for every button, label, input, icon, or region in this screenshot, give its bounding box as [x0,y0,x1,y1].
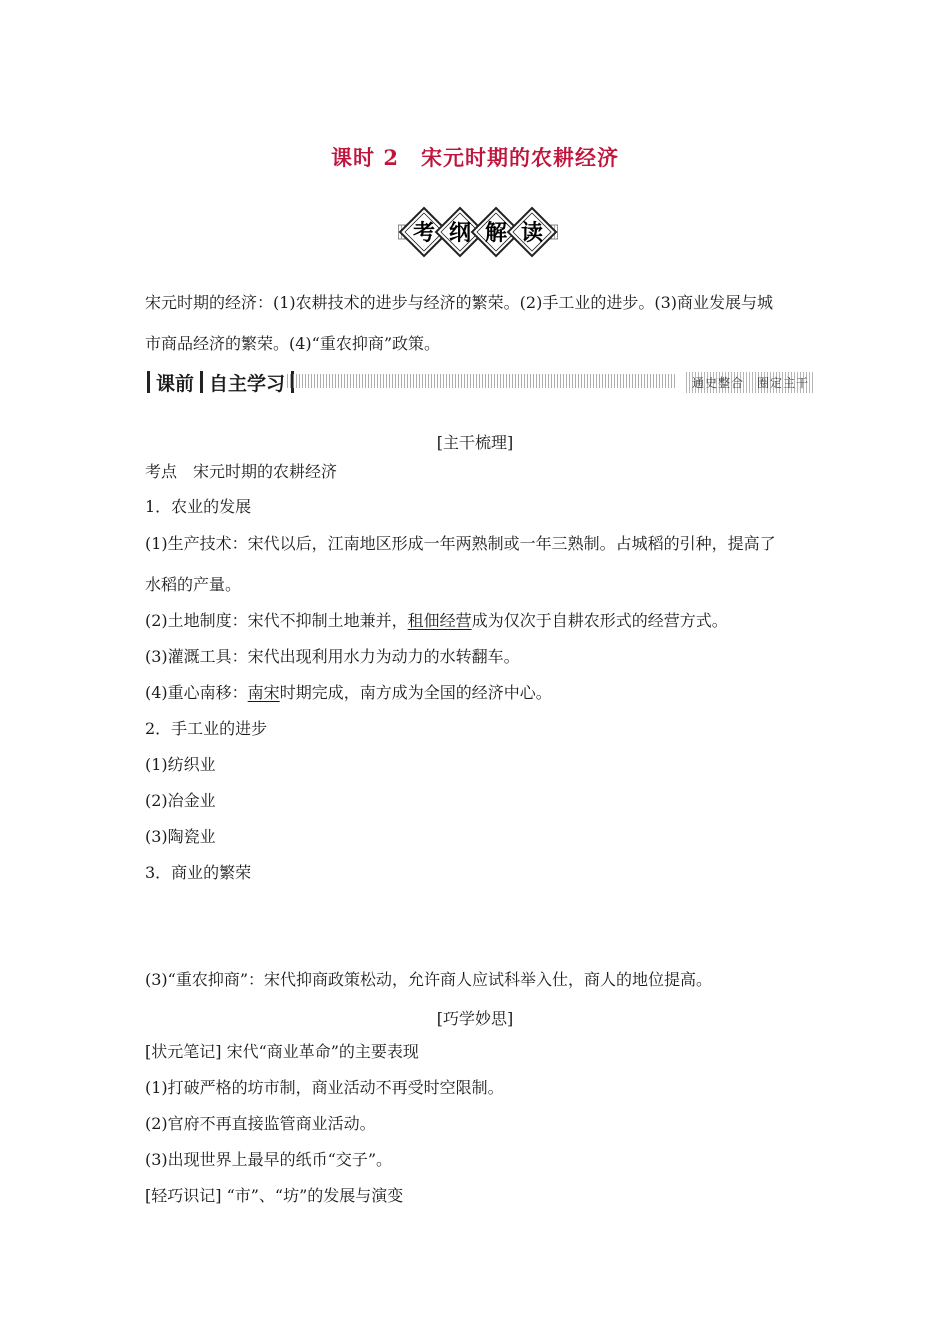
heading-commerce: 3．商业的繁荣 [145,863,252,882]
kaodian-heading: 考点 宋元时期的农耕经济 [145,462,338,481]
economic-center-post: 时期完成，南方成为全国的经济中心。 [279,683,552,702]
banner-char-4: 读 [520,220,544,246]
note-item: (2)官府不再直接监管商业活动。 [145,1114,376,1133]
section-label-part1: 课前 [156,372,195,395]
section-hatch [287,374,677,388]
banner-diamonds [398,206,558,258]
qiaoxue-heading: [巧学妙思] [436,1009,514,1028]
banner-char-2: 纲 [448,220,472,246]
zhugan-heading: [主干梳理] [436,433,514,452]
section-divider [200,371,203,393]
agri-tech-line-2: 水稻的产量。 [145,575,242,594]
handicraft-item: (1)纺织业 [145,755,216,774]
intro-line-2: 市商品经济的繁荣。(4)“重农抑商”政策。 [145,334,441,353]
heading-handicraft: 2．手工业的进步 [145,719,268,738]
land-system-post: 成为仅次于自耕农形式的经营方式。 [471,611,728,630]
banner-diamond-4 [508,208,556,256]
irrigation-paragraph: (3)灌溉工具：宋代出现利用水力为动力的水转翻车。 [145,647,520,666]
land-system-underlined: 租佃经营 [407,611,472,630]
land-system-paragraph [145,611,728,631]
heading-agriculture: 1．农业的发展 [145,497,252,516]
section-divider [147,371,150,393]
handicraft-item: (2)冶金业 [145,791,216,810]
banner-char-1: 考 [412,220,436,246]
economic-center-pre: (4)重心南移： [145,683,248,702]
section-label-part2: 自主学习 [209,372,286,395]
economic-center-underlined: 南宋 [247,683,280,702]
kaogang-banner [398,206,558,258]
note-item: (3)出现世界上最早的纸币“交子”。 [145,1150,393,1169]
page-title: 课时 2 宋元时期的农耕经济 [331,145,619,170]
banner-char-3: 解 [484,220,508,246]
section-subtitle: 通史整合 圈定主干 [686,372,815,393]
economic-center-paragraph [145,683,552,703]
land-system-pre: (2)土地制度：宋代不抑制土地兼并， [145,611,408,630]
section-label [145,370,296,394]
commerce-policy-paragraph: (3)“重农抑商”：宋代抑商政策松动，允许商人应试科举入仕，商人的地位提高。 [145,970,713,989]
handicraft-item: (3)陶瓷业 [145,827,216,846]
note-zhuangyuan: [状元笔记] 宋代“商业革命”的主要表现 [145,1042,419,1061]
section-header [145,370,815,394]
note-item: (1)打破严格的坊市制，商业活动不再受时空限制。 [145,1078,504,1097]
note-qingqiao: [轻巧识记] “市”、“坊”的发展与演变 [145,1186,404,1205]
intro-line-1: 宋元时期的经济：(1)农耕技术的进步与经济的繁荣。(2)手工业的进步。(3)商业发展与城 [145,293,773,312]
agri-tech-line-1: (1)生产技术：宋代以后，江南地区形成一年两熟制或一年三熟制。占城稻的引种，提高了 [145,534,776,553]
